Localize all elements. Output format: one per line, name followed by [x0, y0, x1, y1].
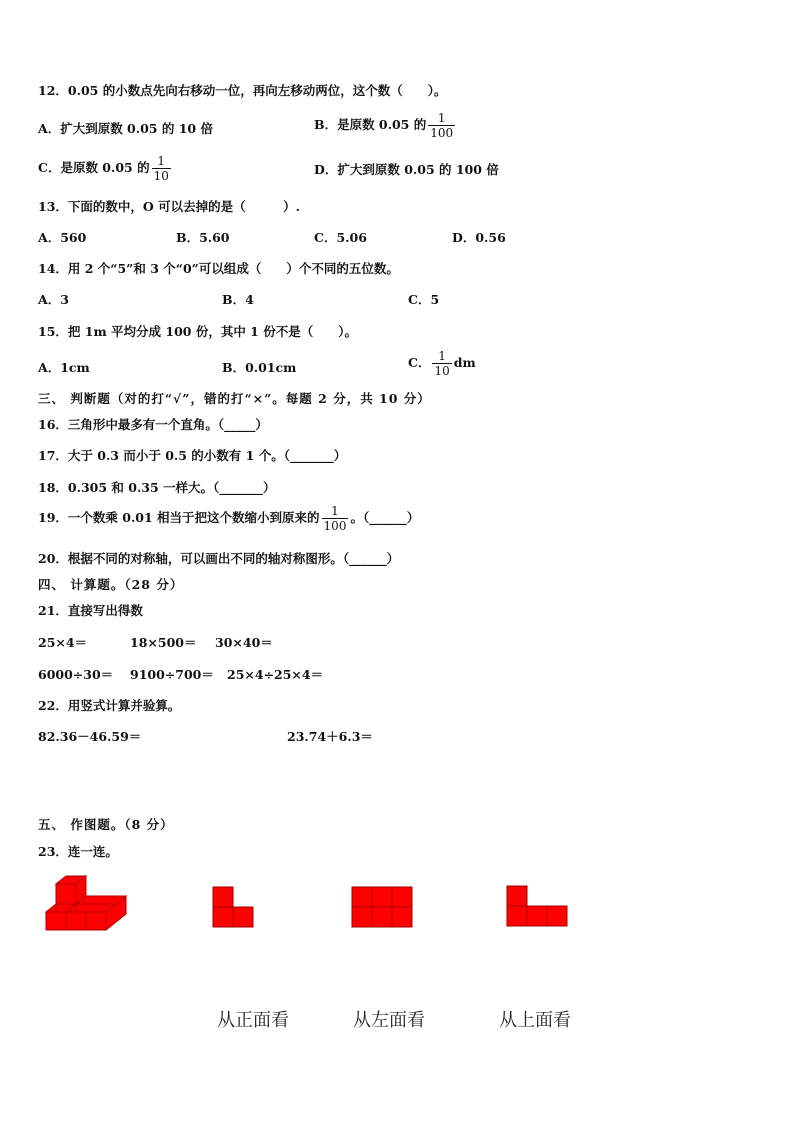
- section-5-heading: 五、 作图题。（8 分）: [38, 817, 174, 832]
- q21-stem: 21．直接写出得数: [38, 603, 143, 618]
- q12-option-a[interactable]: A．扩大到原数 0.05 的 10 倍: [38, 121, 213, 136]
- q21-item: 30×40＝: [215, 635, 273, 650]
- view-shape-c[interactable]: [506, 885, 568, 927]
- q14-option-c[interactable]: C．5: [408, 292, 440, 307]
- q19: [38, 504, 419, 533]
- q12-option-c-fraction: $\frac{1}{10}$: [153, 154, 169, 183]
- q15-option-c-label: C．: [408, 355, 431, 370]
- q15-option-a[interactable]: A．1cm: [38, 360, 90, 375]
- q13-option-d[interactable]: D．0.56: [452, 230, 506, 245]
- q18: 18．0.305 和 0.35 一样大。（_______）: [38, 480, 276, 495]
- q12-option-d[interactable]: D．扩大到原数 0.05 的 100 倍: [314, 162, 499, 177]
- section-3-heading: 三、 判断题（对的打“√”，错的打“×”。每题 2 分，共 10 分）: [38, 391, 431, 406]
- q22-item: 23.74＋6.3＝: [287, 729, 373, 744]
- q15-option-c-fraction: $\frac{1}{10}$: [434, 349, 450, 378]
- q17: 17．大于 0.3 而小于 0.5 的小数有 1 个。（_______）: [38, 448, 347, 463]
- view-label-left[interactable]: 从左面看: [353, 1010, 425, 1031]
- q16: 16．三角形中最多有一个直角。（_____）: [38, 417, 268, 432]
- cube-solid-figure: [40, 872, 130, 938]
- q19-fraction: $\frac{1}{100}$: [323, 504, 347, 533]
- q14-stem: 14．用 2 个“5”和 3 个“0”可以组成（ ）个不同的五位数。: [38, 261, 399, 276]
- view-shape-b[interactable]: [351, 886, 413, 928]
- section-4-heading: 四、 计算题。（28 分）: [38, 577, 184, 592]
- q21-item: 9100÷700＝: [130, 667, 214, 682]
- q21-item: 25×4＝: [38, 635, 88, 650]
- q22-stem: 22．用竖式计算并验算。: [38, 698, 181, 713]
- q19-blank: 。（______）: [350, 510, 420, 525]
- view-label-top[interactable]: 从上面看: [499, 1010, 571, 1031]
- q12-stem: 12．0.05 的小数点先向右移动一位，再向左移动两位，这个数（ ）。: [38, 83, 447, 98]
- view-shape-a[interactable]: [212, 886, 256, 928]
- view-label-front[interactable]: 从正面看: [217, 1010, 289, 1031]
- q22-item: 82.36－46.59＝: [38, 729, 142, 744]
- q15-option-c[interactable]: [408, 349, 476, 378]
- q15-option-b[interactable]: B．0.01cm: [222, 360, 297, 375]
- q21-item: 6000÷30＝: [38, 667, 114, 682]
- q23-stem: 23．连一连。: [38, 844, 118, 859]
- q21-item: 25×4÷25×4＝: [227, 667, 324, 682]
- q21-item: 18×500＝: [130, 635, 197, 650]
- q12-option-c-text: C．是原数 0.05 的: [38, 160, 150, 175]
- q20: 20．根据不同的对称轴，可以画出不同的轴对称图形。（______）: [38, 551, 400, 566]
- q19-text: 19．一个数乘 0.01 相当于把这个数缩小到原来的: [38, 510, 320, 525]
- q12-option-b-fraction: $\frac{1}{100}$: [430, 111, 454, 140]
- q13-stem: 13．下面的数中，O 可以去掉的是（ ）.: [38, 199, 300, 214]
- q14-option-b[interactable]: B．4: [222, 292, 254, 307]
- q14-option-a[interactable]: A．3: [38, 292, 69, 307]
- q13-option-b[interactable]: B．5.60: [176, 230, 230, 245]
- q13-option-c[interactable]: C．5.06: [314, 230, 367, 245]
- q12-option-b-text: B．是原数 0.05 的: [314, 117, 427, 132]
- q12-option-b[interactable]: [314, 111, 457, 140]
- q15-stem: 15．把 1m 平均分成 100 份，其中 1 份不是（ ）。: [38, 324, 357, 339]
- q13-option-a[interactable]: A．560: [38, 230, 87, 245]
- q12-option-c[interactable]: [38, 154, 173, 183]
- q15-option-c-unit: dm: [453, 355, 476, 370]
